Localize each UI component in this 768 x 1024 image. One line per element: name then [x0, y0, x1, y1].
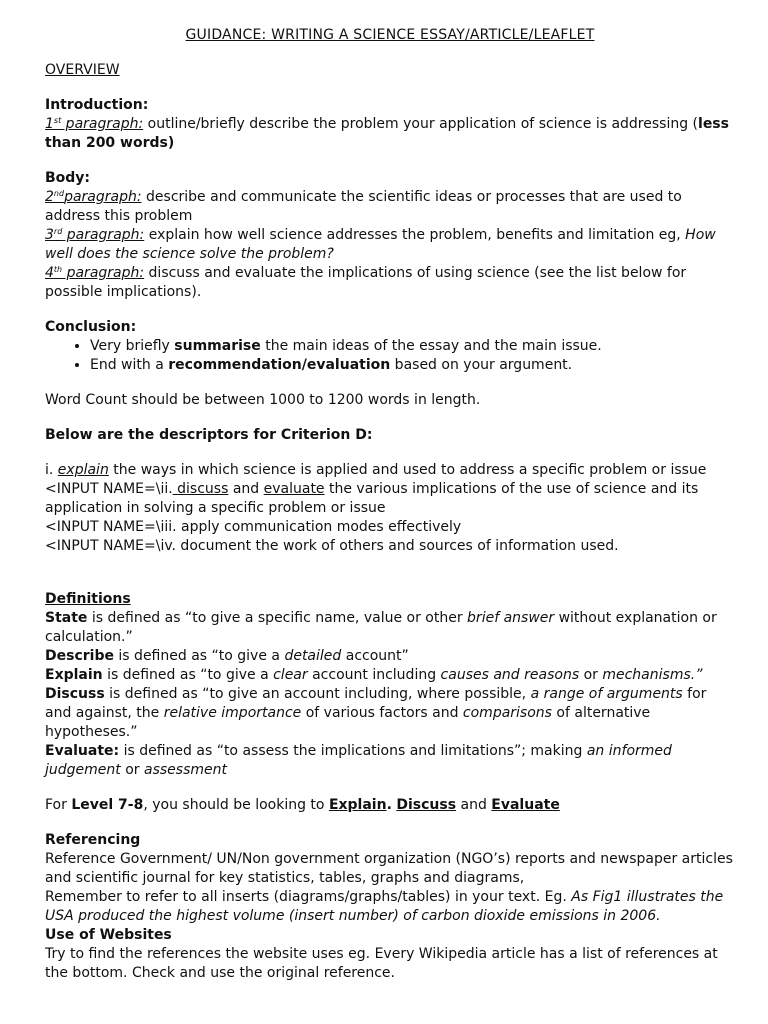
list-item: • End with a recommendation/evaluation based on your argument.: [90, 356, 735, 375]
criterion-item-iii: <INPUT NAME=\iii. apply communication modes effectively: [45, 519, 462, 535]
definition-state: State is defined as “to give a specific name, value or other brief answer without explanation or calculation.”: [45, 610, 717, 645]
list-item: • Very briefly summarise the main ideas of the essay and the main issue.: [90, 337, 735, 356]
body-paragraph-2: 2ndparagraph: describe and communicate the scientific ideas or processes that are used to address this problem: [45, 189, 682, 224]
definition-evaluate: Evaluate: is defined as “to assess the implications and limitations”; making an informed judgement or assessment: [45, 743, 672, 778]
body-paragraph-4: 4th paragraph: discuss and evaluate the implications of using science (see the list below for possible implications).: [45, 265, 687, 300]
overview-heading: OVERVIEW: [45, 62, 120, 78]
definition-explain: Explain is defined as “to give a clear account including causes and reasons or mechanisms.”: [45, 667, 703, 683]
conclusion-list: [45, 337, 735, 375]
definition-discuss: Discuss is defined as “to give an account including, where possible, a range of arguments for and against, the relative importance of various factors and comparisons of alternative hypotheses.”: [45, 686, 707, 740]
criterion-item-i: i. explain the ways in which science is applied and used to address a specific problem or issue: [45, 462, 707, 478]
document-page: [45, 26, 735, 983]
referencing-paragraph-2: Remember to refer to all inserts (diagrams/graphs/tables) in your text. Eg. As Fig1 illustrates the USA produced the highest volume (insert number) of carbon dioxide emissions in 2006.: [45, 889, 724, 924]
referencing-heading: Referencing: [45, 832, 141, 848]
definition-describe: Describe is defined as “to give a detailed account”: [45, 648, 409, 664]
introduction-heading: Introduction:: [45, 97, 149, 113]
document-title: GUIDANCE: WRITING A SCIENCE ESSAY/ARTICLE/LEAFLET: [185, 27, 595, 43]
introduction-paragraph: 1st paragraph: outline/briefly describe the problem your application of science is addressing (less than 200 words): [45, 116, 729, 151]
referencing-paragraph-1: Reference Government/ UN/Non government organization (NGO’s) reports and newspaper articles and scientific journal for key statistics, tables, graphs and diagrams,: [45, 851, 733, 886]
websites-heading: Use of Websites: [45, 927, 172, 943]
word-count-note: Word Count should be between 1000 to 1200 words in length.: [45, 392, 481, 408]
criterion-heading: Below are the descriptors for Criterion D:: [45, 427, 373, 443]
definitions-heading: Definitions: [45, 591, 131, 607]
conclusion-heading: Conclusion:: [45, 319, 137, 335]
body-heading: Body:: [45, 170, 91, 186]
websites-paragraph: Try to find the references the website uses eg. Every Wikipedia article has a list of references at the bottom. Check and use the original reference.: [45, 946, 718, 981]
level-note: For Level 7-8, you should be looking to Explain. Discuss and Evaluate: [45, 797, 560, 813]
criterion-item-iv: <INPUT NAME=\iv. document the work of others and sources of information used.: [45, 538, 619, 554]
criterion-item-ii: <INPUT NAME=\ii. discuss and evaluate the various implications of the use of science and its application in solving a specific problem or issue: [45, 481, 699, 516]
body-paragraph-3: 3rd paragraph: explain how well science addresses the problem, benefits and limitation eg, How well does the science solve the problem?: [45, 227, 716, 262]
